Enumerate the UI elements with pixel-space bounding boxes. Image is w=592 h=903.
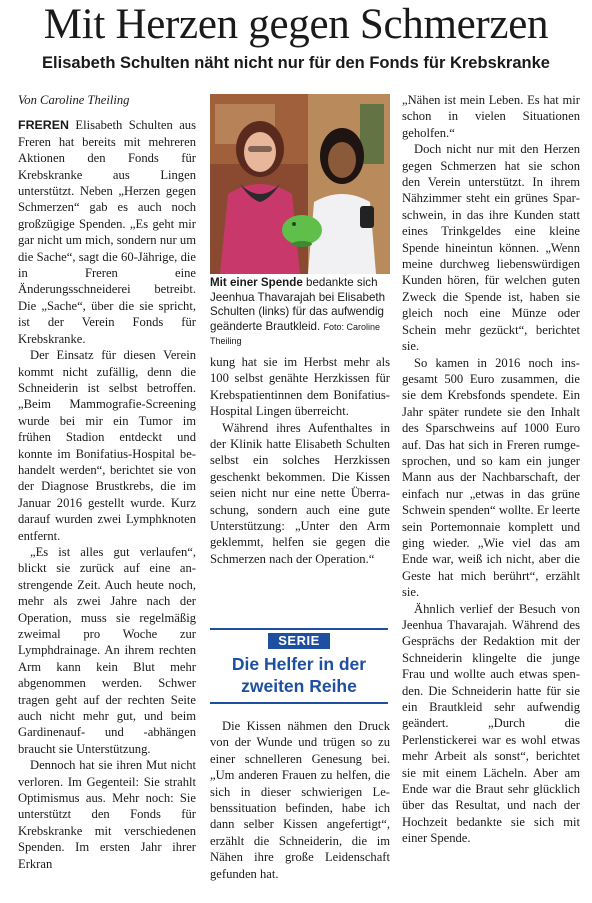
article-paragraph: Der Einsatz für diesen Verein kommt nicht zufällig, denn die Schneiderin ist selbst betroffen. „Beim Mammografie-Screening wurde bei mir ein Tumor im frühen Stadion entdeckt und konnte im Bonifatius-Hospital behandelt werden“, berichtet sie von der Diagnose Brustkrebs, die im Januar 2016 gestellt wurde. Kurz darauf wurden zwei Lymphknoten entfernt. xyxy=(18,348,196,543)
photo-credit: Foto: Caroline Theiling xyxy=(210,321,380,347)
photo-caption xyxy=(210,276,390,349)
article-photo xyxy=(210,94,390,274)
series-title: Die Helfer in der zweiten Reihe xyxy=(231,654,367,696)
article-paragraph: So kamen in 2016 noch insgesamt 500 Euro zusammen, die sie dem Krebsfonds spendete. Ein Jahr später rundete sie den Inhalt des Sparschweins auf 1000 Euro auf. Das hat sich in Freren rumgesprochen, und so kam ein junger Mann aus der Nachbarschaft, der einfach nur „etwas in das grüne Schwein spenden“ wollte. Er leerte sein Portemonnaie komplett und ging wieder. „Wie viel das am Ende war, weiß ich nicht, aber die Geste hat mich berührt“, erzählt sie. xyxy=(402,355,580,600)
series-box xyxy=(210,628,388,704)
article-paragraph: Ähnlich verlief der Besuch von Jeenhua Thavarajah. Während des Gesprächs der Redaktion mit der Schneiderin klingelte die junge Frau und wollte auch etwas spenden. Die Schneiderin hatte für sie ein Brautkleid sehr aufwendig geändert. „Durch die Perlenstickerei war es wohl etwas mehr Arbeit als sonst“, berichtet sie mit einem Lächeln. Aber am Ende war die Braut sehr glücklich über das Resultat, und nach der Hochzeit bedankte sie sich mit einer Spende. xyxy=(402,601,580,846)
article-paragraph: „Nähen ist mein Leben. Es hat mir schon in vielen Situationen geholfen.“ xyxy=(402,93,580,140)
article-paragraph: Doch nicht nur mit den Herzen gegen Schmerzen hat sie schon den Verein unterstützt. In ihrem Nähzimmer steht ein grünes Sparschwein, in das ihre Kunden statt eines Trinkgeldes eine kleine Spende hineintun können. „Wenn meine durchweg liebenswürdigen Kunden hören, für welchen guten Zweck die Spende ist, haben sie gleich noch eine Münze oder Schein mehr gezückt“, berichtet sie. xyxy=(402,142,580,354)
article-column-2-continued xyxy=(210,718,390,882)
article-paragraph: „Es ist alles gut verlaufen“, blickt sie zurück auf eine anstrengende Zeit. Auch heute noch, mehr als zwei Jahre nach der Operation, muss sie regelmäßig zweimal pro Woche zur Lymphdrainage. An ihrem rechten Arm kann kein Blut mehr abgenommen werden. Schwer tragen geht auf der rechten Seite auch nicht mehr gut, und beim Gardinenauf- und -abhängen braucht sie Unterstützung. xyxy=(18,544,196,756)
article-column-3 xyxy=(402,92,580,847)
dateline: FREREN xyxy=(18,118,69,133)
article-paragraph: Die Kissen nähmen den Druck von der Wunde und trügen so zu einer schnelleren Genesung bei. „Um anderen Frauen zu helfen, die sich in dieser schwierigen Lebenssituation befinden, habe ich dann selber Kissen angefertigt“, erzählt die Schneiderin, die im Nähen ihre große Leidenschaft gefunden hat. xyxy=(210,719,390,881)
article-column-1 xyxy=(18,92,196,872)
caption-text: bedankte sich Jeenhua Thavarajah bei Elisabeth Schulten (links) für das aufwendig geänderte Brautkleid. xyxy=(210,276,386,333)
series-label: SERIE xyxy=(268,633,330,649)
article-paragraph: kung hat sie im Herbst mehr als 100 selbst genähte Herzkissen für Krebspatientinnen dem Bonifatius-Hospital Lingen überreicht. xyxy=(210,355,390,419)
article-column-2 xyxy=(210,354,390,567)
headline: Mit Herzen gegen Schmerzen xyxy=(43,1,549,48)
article-paragraph: Dennoch hat sie ihren Mut nicht verloren. Im Gegenteil: Sie strahlt Optimismus aus. Mehr noch: Sie unterstützt den Fonds für Krebskranke mit verschiedenen Spenden. Im ersten Jahr ihrer Erkran xyxy=(18,758,196,871)
subheadline: Elisabeth Schulten näht nicht nur für den Fonds für Krebskranke xyxy=(42,54,550,72)
article-paragraph: FREREN Elisabeth Schulten aus Freren hat bereits mit mehreren Aktionen den Fonds für Krebskranke aus Lingen unterstützt. Neben „Herzen gegen Schmerzen“ gab es auch noch großzügige Spenden. „Es geht mir gar nicht um mich, sondern nur um die Sache“, sagt die 60-Jährige, die in Freren eine Änderungsschneiderei betreibt. Die „Sache“, über die sie spricht, ist der Verein Fonds für Krebskranke. xyxy=(18,118,196,346)
photo-illustration xyxy=(210,94,390,274)
article-paragraph: Während ihres Aufenthaltes in der Klinik hatte Elisabeth Schulten selbst ein solches Herzkissen geschenkt bekommen. Die Kissen seien nicht nur eine nette Überraschung, sondern auch eine gute Unterstützung: „Unter den Arm geklemmt, helfen sie gegen die Schmerzen nach der Operation.“ xyxy=(210,420,390,566)
byline: Von Caroline Theiling xyxy=(18,93,130,107)
caption-lead: Mit einer Spende xyxy=(210,276,303,289)
